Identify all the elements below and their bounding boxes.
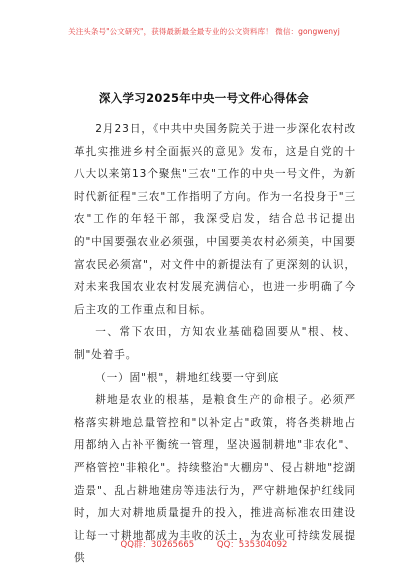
contact-footer [0, 538, 408, 550]
document-title: 深入学习2025年中央一号文件心得体会 [98, 91, 310, 105]
subsection-heading-1: （一）固"根"，耕地红线要一守到底 [95, 371, 280, 384]
paragraph-intro: 2月23日，《中共中央国务院关于进一步深化农村改革扎实推进乡村全面振兴的意见》发布，这是自党的十八大以来第13个聚焦"三农"工作的中央一号文件，为新时代新征程"三农"工作指明了方向。作为一名投身于"三农"工作的年轻干部，我深受启发，结合总书记提出的"中国要强农业必须强，中国要美农村必须美，中国要富农民必须富"，对文件中的新提法有了更深刻的认识，对未来我国农业农村发展充满信心，也进一步明确了今后主攻的工作重点和目标。 [74, 123, 356, 316]
promo-banner: 关注头条号"公文研究"，获得最新最全最专业的公文资料库！ 微信：gongwenyj [68, 27, 340, 36]
section-heading-1: 一、常下农田，方知农业基础稳固要从"根、枝、制"处着手。 [74, 326, 356, 361]
paragraph-farmland: 耕地是农业的根基，是粮食生产的命根子。必须严格落实耕地总量管控和"以补定占"政策，将各类耕地占用都纳入占补平衡统一管理，坚决遏制耕地"非农化"、严格管控"非粮化"。持续整治"大棚房"、侵占耕地"挖湖造景"、乱占耕地建房等违法行为，严守耕地保护红线同时，加大对耕地质量提升的投入，推进高标准农田建设让每一寸耕地都成为丰收的沃土，为农业可持续发展提供 [74, 394, 356, 565]
document-body [74, 118, 356, 570]
qq-group-text: QQ群：30265665 [120, 540, 195, 550]
qq-contact-text: QQ：535304092 [216, 540, 288, 550]
